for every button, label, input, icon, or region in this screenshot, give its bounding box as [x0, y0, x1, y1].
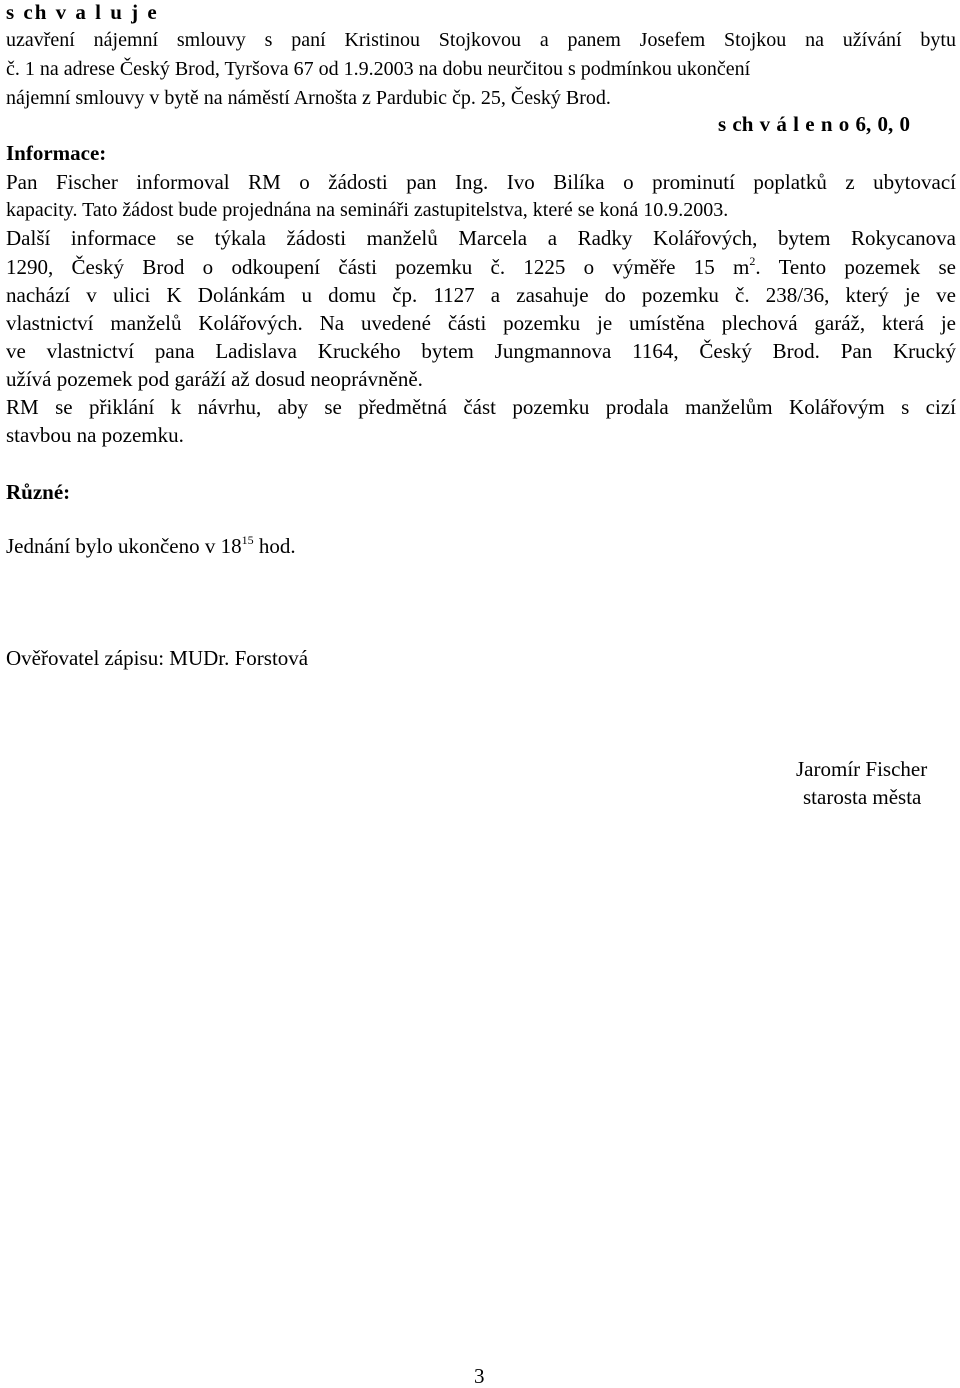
info-p2-line-1: Další informace se týkala žádosti manželů Marcela a Radky Kolářových, bytem Rokycanova	[6, 226, 956, 250]
info-p1-line-2: kapacity. Tato žádost bude projednána na semináři zastupitelstva, které se koná 10.9.2003.	[6, 199, 729, 221]
info-p2-line-6: užívá pozemek pod garáží až dosud neoprávněně.	[6, 367, 423, 391]
resolution-line-3: nájemní smlouvy v bytě na náměstí Arnošta z Pardubic čp. 25, Český Brod.	[6, 87, 611, 109]
page-number: 3	[474, 1364, 485, 1388]
signature-name: Jaromír Fischer	[796, 757, 928, 781]
resolution-line-2: č. 1 na adrese Český Brod, Tyršova 67 od 1.9.2003 na dobu neurčitou s podmínkou ukončení	[6, 58, 751, 80]
informace-heading: Informace:	[6, 141, 107, 165]
closing-tail: hod.	[253, 534, 296, 558]
info-p2-line-5: ve vlastnictví pana Ladislava Kruckého bytem Jungmannova 1164, Český Brod. Pan Krucký	[6, 339, 956, 363]
signature-title: starosta města	[803, 785, 922, 809]
info-p2-line-2-text: 1290, Český Brod o odkoupení části pozemku č. 1225 o výměře 15 m	[6, 255, 750, 279]
info-p3-line-1: RM se přiklání k návrhu, aby se předmětná část pozemku prodala manželům Kolářovým s cizí	[6, 395, 956, 419]
minutes-verifier: Ověřovatel zápisu: MUDr. Forstová	[6, 646, 309, 670]
resolution-line-1: uzavření nájemní smlouvy s paní Kristinou Stojkovou a panem Josefem Stojkou na užívání bytu	[6, 29, 956, 51]
info-p2-line-2-tail: . Tento pozemek se	[755, 255, 956, 279]
info-p3-line-2: stavbou na pozemku.	[6, 423, 184, 447]
closing-line	[6, 534, 296, 558]
info-p1-line-1: Pan Fischer informoval RM o žádosti pan Ing. Ivo Bilíka o prominutí poplatků z ubytovací	[6, 170, 956, 194]
ruzne-heading: Různé:	[6, 480, 71, 504]
closing-time-superscript: 15	[241, 533, 254, 547]
info-p2-line-4: vlastnictví manželů Kolářových. Na uvedené části pozemku je umístěna plechová garáž, která je	[6, 311, 956, 335]
info-p2-line-2	[6, 255, 956, 279]
info-p2-line-3: nachází v ulici K Dolánkám u domu čp. 1127 a zasahuje do pozemku č. 238/36, který je ve	[6, 283, 956, 307]
resolution-heading: s ch v a l u j e	[6, 0, 159, 24]
closing-text: Jednání bylo ukončeno v 18	[6, 534, 242, 558]
area-superscript: 2	[749, 254, 756, 268]
vote-result: s ch v á l e n o 6, 0, 0	[718, 112, 911, 136]
